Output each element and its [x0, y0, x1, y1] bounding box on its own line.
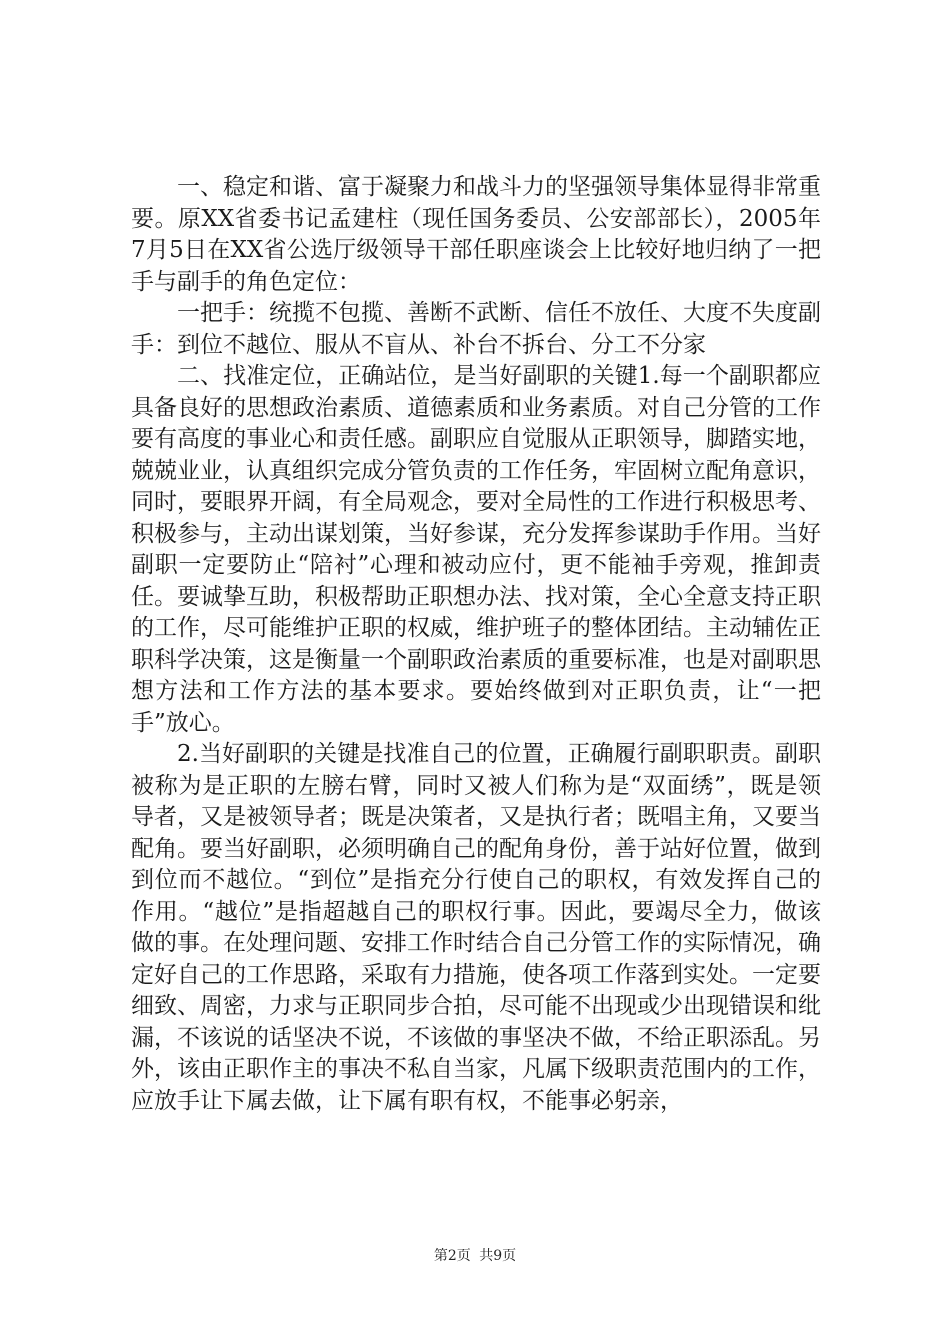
- paragraph-3: 二、找准定位，正确站位，是当好副职的关键1.每一个副职都应具备良好的思想政治素质、道德素质和业务素质。对自己分管的工作要有高度的事业心和责任感。副职应自觉服从正职领导，脚踏实地，兢兢业业，认真组织完成分管负责的工作任务，牢固树立配角意识，同时，要眼界开阔，有全局观念，要对全局性的工作进行积极思考、积极参与，主动出谋划策，当好参谋，充分发挥参谋助手作用。当好副职一定要防止“陪衬”心理和被动应付，更不能袖手旁观，推卸责任。要诚挚互助，积极帮助正职想办法、找对策，全心全意支持正职的工作，尽可能维护正职的权威，维护班子的整体团结。主动辅佐正职科学决策，这是衡量一个副职政治素质的重要标准，也是对副职思想方法和工作方法的基本要求。要始终做到对正职负责，让“一把手”放心。: [131, 363, 821, 736]
- paragraph-1: 一、稳定和谐、富于凝聚力和战斗力的坚强领导集体显得非常重要。原XX省委书记孟建柱（现任国务委员、公安部部长），2005年7月5日在XX省公选厅级领导干部任职座谈会上比较好地归纳了一把手与副手的角色定位：: [131, 174, 821, 295]
- paragraph-2: 一把手：统揽不包揽、善断不武断、信任不放任、大度不失度副手：到位不越位、服从不盲从、补台不拆台、分工不分家: [131, 300, 821, 358]
- page-total: 共9页: [479, 1248, 517, 1264]
- document-body: [131, 172, 821, 1117]
- page-number: 第2页: [433, 1248, 471, 1264]
- page-footer: [0, 1245, 950, 1265]
- paragraph-4: 2.当好副职的关键是找准自己的位置，正确履行副职职责。副职被称为是正职的左膀右臂，同时又被人们称为是“双面绣”，既是领导者，又是被领导者；既是决策者，又是执行者；既唱主角，又要当配角。要当好副职，必须明确自己的配角身份，善于站好位置，做到到位而不越位。“到位”是指充分行使自己的职权，有效发挥自己的作用。“越位”是指超越自己的职权行事。因此，要竭尽全力，做该做的事。在处理问题、安排工作时结合自己分管工作的实际情况，确定好自己的工作思路，采取有力措施，使各项工作落到实处。一定要细致、周密，力求与正职同步合拍，尽可能不出现或少出现错误和纰漏，不该说的话坚决不说，不该做的事坚决不做，不给正职添乱。另外，该由正职作主的事决不私自当家，凡属下级职责范围内的工作，应放手让下属去做，让下属有职有权，不能事必躬亲，: [131, 741, 821, 1114]
